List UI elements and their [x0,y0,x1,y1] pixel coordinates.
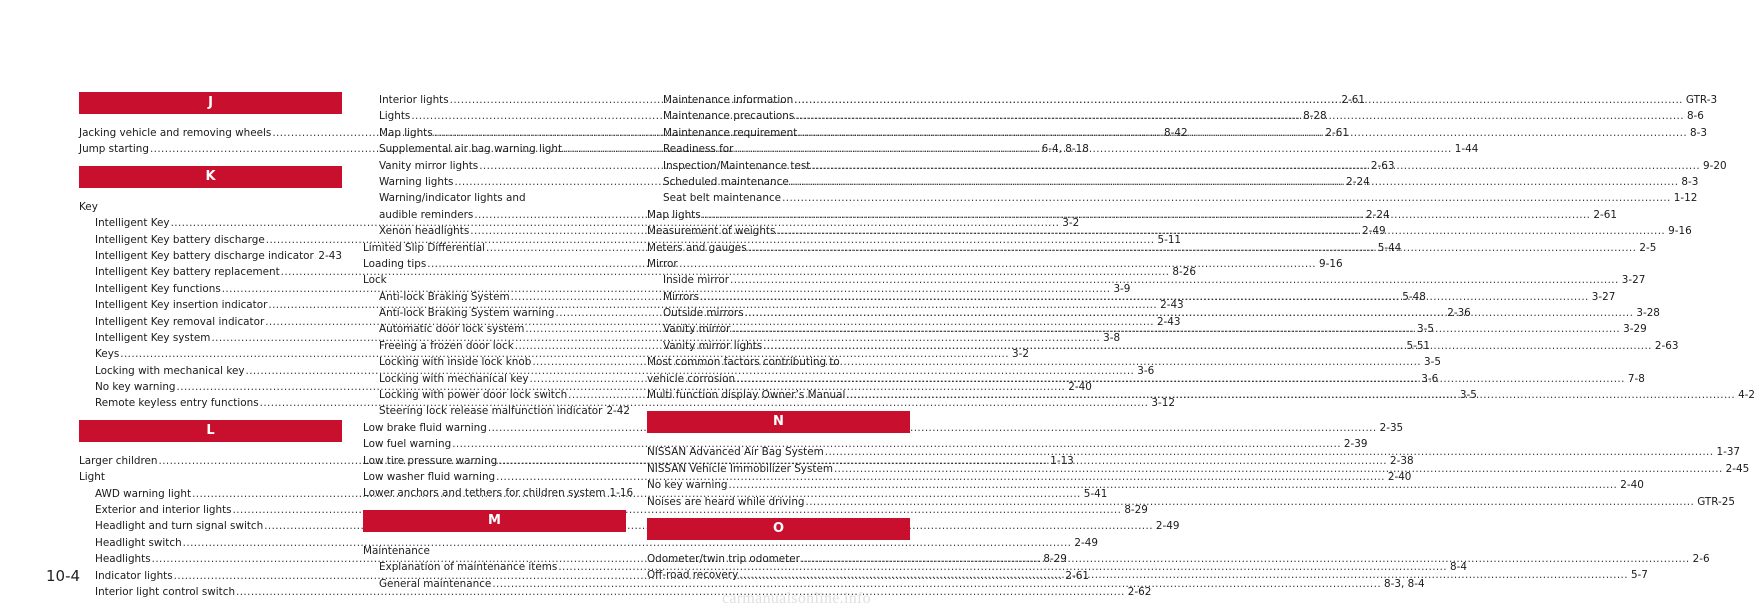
dot-leader [745,305,1634,321]
index-entry [79,264,1196,280]
entry-text: Jump starting [79,143,149,156]
entry-page-ref: 2-62 [1127,585,1152,598]
section-header: J [79,92,342,114]
entry-page-ref: 3-6 [1421,372,1439,385]
entry-text: Vanity mirror lights [663,339,763,352]
entry-text: Locking with power door lock switch [379,389,568,402]
section-header: M [363,510,626,532]
entry-text: Keys [95,348,120,361]
index-entry [363,469,1412,485]
dot-leader [748,240,1637,256]
entry-page-ref: 4-2 [1738,389,1755,402]
entry-text: Intelligent Key battery replacement [95,266,280,279]
entry-text: Steering lock release malfunction indicator [379,405,603,418]
entry-page-ref: 2-42 [606,405,631,418]
entry-text: Larger children [79,454,158,467]
dot-leader [776,223,1665,239]
dot-leader [729,477,1618,493]
entry-text: Inside mirror [663,274,730,287]
section-header: O [647,518,910,540]
entry-text: Lower anchors and tethers for children system [363,487,606,500]
entry-page-ref: 8-26 [1172,266,1196,279]
entry-page-ref: 2-24 [1366,208,1390,221]
entry-page-ref: 2-5 [1639,241,1657,254]
entry-text: Intelligent Key insertion indicator [95,299,268,312]
entry-page-ref: 3-2 [1062,217,1080,230]
index-entry [79,518,1180,534]
dot-leader [801,551,1690,567]
entry-page-ref: 2-63 [1370,159,1395,172]
entry-text: Lights [379,110,411,123]
entry-text: Explanation of maintenance items [379,561,558,574]
index-entry [363,420,1404,436]
entry-text: Locking with mechanical key [379,372,529,385]
entry-page-ref: 3-6 [1137,364,1155,377]
entry-page-ref: 1-12 [1673,192,1698,205]
index-heading [363,543,626,559]
dot-leader [811,158,1700,174]
entry-page-ref: 3-5 [1417,323,1435,336]
section-header: K [79,166,342,188]
index-entry [363,436,1368,452]
entry-text: Indicator lights [95,569,173,582]
entry-page-ref: 9-16 [1668,225,1692,238]
entry-page-ref: 7-8 [1627,372,1645,385]
index-entry [363,485,634,501]
dot-leader [782,190,1671,206]
entry-text: Anti-lock Braking System warning [379,307,555,320]
entry-text: Measurement of weights [647,225,776,238]
index-entry [79,379,1092,395]
entry-page-ref: 3-5 [1424,356,1441,369]
entry-text: Vanity mirror [663,323,731,336]
entry-page-ref: 2-49 [1155,520,1180,533]
entry-text: Low tire pressure warning [363,454,498,467]
section-header: L [79,420,342,442]
entry-text: Off-road recovery [647,569,739,582]
entry-text: Intelligent Key battery discharge [95,233,265,246]
index-heading [79,199,342,215]
index-heading [363,190,626,206]
entry-text: Headlights [95,553,151,566]
entry-page-ref: 2-43 [318,249,342,262]
index-entry [647,190,1698,206]
entry-text: Inspection/Maintenance test [663,159,811,172]
entry-text: Automatic door lock system [379,323,525,336]
entry-page-ref: GTR-25 [1697,495,1736,508]
entry-page-ref: 8-29 [1043,553,1067,566]
index-entry [79,215,1080,231]
index-heading [647,256,910,272]
entry-text: Seat belt maintenance [663,192,782,205]
entry-text: Headlight and turn signal switch [95,520,264,533]
entry-page-ref: 8-3, 8-4 [1384,577,1425,590]
entry-page-ref: 3-9 [1113,282,1131,295]
entry-text: Meters and gauges [647,241,747,254]
index-entry [363,403,631,419]
entry-text: Low washer fluid warning [363,470,496,483]
entry-text: Maintenance information [663,94,794,106]
entry-page-ref: 2-61 [1065,569,1089,582]
entry-page-ref: 9-16 [1318,257,1343,270]
index-entry [79,248,342,264]
entry-text: Locking with mechanical key [95,364,245,377]
entry-text: Limited Slip Differential [363,241,485,254]
dot-leader [731,321,1620,337]
dot-leader [825,444,1714,460]
entry-page-ref: 8-29 [1124,504,1148,517]
entry-page-ref: 5-51 [1406,339,1431,352]
entry-page-ref: 1-44 [1454,143,1479,156]
entry-page-ref: 5-7 [1630,569,1648,582]
entry-text: Remote keyless entry functions [95,397,259,410]
entry-text: NISSAN Vehicle Immobilizer System [647,462,833,475]
entry-page-ref: 3-27 [1591,290,1616,303]
entry-text: Warning/indicator lights and [379,192,526,205]
entry-text: Key [79,200,98,213]
entry-page-ref: 2-63 [1654,339,1679,352]
dot-leader [739,567,1628,583]
entry-text: Lock [363,274,387,287]
entry-text: Map lights [647,208,701,221]
entry-page-ref: 3-8 [1103,331,1121,344]
entry-page-ref: 1-37 [1716,446,1741,459]
dot-leader [700,289,1589,305]
entry-text: Supplemental air bag warning light [379,143,563,156]
entry-text: Most common factors contributing to [647,356,840,369]
dot-leader [806,494,1695,510]
entry-page-ref: 2-49 [1361,225,1386,238]
dot-leader [183,535,1072,551]
index-heading [647,141,910,157]
entry-page-ref: 2-61 [1593,208,1617,221]
page-number: 10-4 [46,567,81,585]
entry-page-ref: 2-43 [1156,315,1181,328]
dot-leader [795,108,1684,124]
entry-text: Xenon headlights [379,225,470,238]
entry-text: Vanity mirror lights [379,159,479,172]
section-gap [79,158,342,166]
entry-text: Light [79,471,105,484]
index-heading [363,272,626,288]
entry-text: Low fuel warning [363,438,452,451]
entry-text: AWD warning light [95,487,192,500]
section-gap [363,502,626,510]
entry-page-ref: 3-29 [1623,323,1647,336]
entry-page-ref: 2-43 [1160,299,1184,312]
entry-text: Intelligent Key removal indicator [95,315,265,328]
entry-page-ref: 8-42 [1164,127,1188,139]
entry-page-ref: 2-40 [1620,479,1644,492]
entry-page-ref: 8-28 [1303,110,1327,123]
entry-page-ref: 2-40 [1068,381,1092,394]
entry-page-ref: 2-36 [1447,307,1471,320]
section-gap [79,412,342,420]
entry-text: Odometer/twin trip odometer [647,552,800,565]
entry-text: Loading tips [363,257,427,270]
dot-leader [488,420,1377,436]
entry-page-ref: 8-6 [1686,110,1704,123]
dot-leader [798,125,1687,141]
entry-text: Outside mirrors [663,307,744,320]
entry-page-ref: 2-38 [1389,454,1414,467]
entry-text: Maintenance requirement [663,126,798,139]
entry-text: No key warning [95,381,176,394]
index-entry [79,346,1029,362]
index-heading [79,469,342,485]
index-entry [79,297,1184,313]
entry-text: Low brake fluid warning [363,421,487,434]
entry-text: NISSAN Advanced Air Bag System [647,446,824,459]
entry-page-ref: 1-16 [609,487,634,500]
dot-leader [736,371,1625,387]
index-heading [647,354,910,370]
entry-text: Readiness for [663,143,734,156]
entry-page-ref: 5-41 [1083,487,1108,500]
entry-text: Locking with inside lock knob [379,356,532,369]
entry-page-ref: 5-11 [1157,233,1182,246]
entry-text: Maintenance precautions [663,110,795,123]
entry-text: Exterior and interior lights [95,504,232,517]
entry-text: Anti-lock Braking System [379,290,510,303]
entry-text: Jacking vehicle and removing wheels [79,127,272,139]
entry-text: Intelligent Key battery discharge indicator [95,249,314,262]
watermark: carmanualsonline.info [722,590,871,607]
entry-text: Interior light control switch [95,585,236,598]
entry-page-ref: 8-3 [1690,126,1708,139]
entry-page-ref: 8-4 [1450,561,1467,574]
entry-page-ref: 6-4, 8-18 [1041,143,1089,156]
entry-page-ref: 3-2 [1011,348,1029,361]
entry-page-ref: 2-45 [1725,462,1750,475]
entry-page-ref: 3-27 [1621,274,1646,287]
entry-text: Headlight switch [95,536,182,549]
entry-text: Interior lights [379,94,449,106]
section-gap [647,403,910,411]
entry-page-ref: 5-48 [1402,290,1426,303]
entry-text: Scheduled maintenance [663,175,789,188]
entry-text: Intelligent Key functions [95,282,221,295]
entry-text: Multi function display Owner’s Manual [647,389,846,402]
entry-text: Freeing a frozen door lock [379,339,514,352]
entry-text: Warning lights [379,175,454,188]
index-entry [647,477,1644,493]
entry-text: Intelligent Key system [95,331,211,344]
entry-page-ref: 3-5 [1459,389,1477,402]
index-entry [647,494,1736,510]
entry-page-ref: 3-28 [1636,307,1660,320]
dot-leader [794,92,1683,108]
entry-page-ref: 9-20 [1703,159,1727,172]
entry-page-ref: 8-3 [1681,175,1699,188]
entry-page-ref: 2-61 [1325,126,1349,139]
entry-text: Mirror [647,257,678,270]
dot-leader [846,387,1735,403]
entry-page-ref: 2-61 [1341,94,1365,106]
entry-page-ref: 5-44 [1377,241,1402,254]
section-gap [647,510,910,518]
entry-text: vehicle corrosion [647,372,736,385]
entry-page-ref: 2-40 [1387,470,1412,483]
dot-leader [790,174,1679,190]
section-header: N [647,411,910,433]
entry-text: Map lights [379,126,433,139]
entry-page-ref: GTR-3 [1685,94,1718,106]
dot-leader [763,338,1652,354]
entry-text: Noises are heard while driving [647,495,805,508]
index-entry [79,502,1148,518]
entry-page-ref: 2-39 [1343,438,1368,451]
entry-text: Mirrors [663,290,700,303]
dot-leader [315,248,316,264]
entry-text: audible reminders [379,208,474,221]
entry-text: Maintenance [363,544,430,557]
entry-page-ref: 2-35 [1379,421,1404,434]
entry-page-ref: 1-13 [1050,454,1074,467]
dot-leader [730,272,1619,288]
entry-page-ref: 2-49 [1074,536,1098,549]
entry-page-ref: 3-12 [1151,397,1175,410]
dot-leader [834,461,1723,477]
entry-page-ref: 2-24 [1346,175,1370,188]
entry-text: Intelligent Key [95,217,170,230]
entry-page-ref: 2-6 [1692,552,1710,565]
dot-leader [702,207,1591,223]
entry-text: No key warning [647,479,728,492]
entry-text: General maintenance [379,577,492,590]
